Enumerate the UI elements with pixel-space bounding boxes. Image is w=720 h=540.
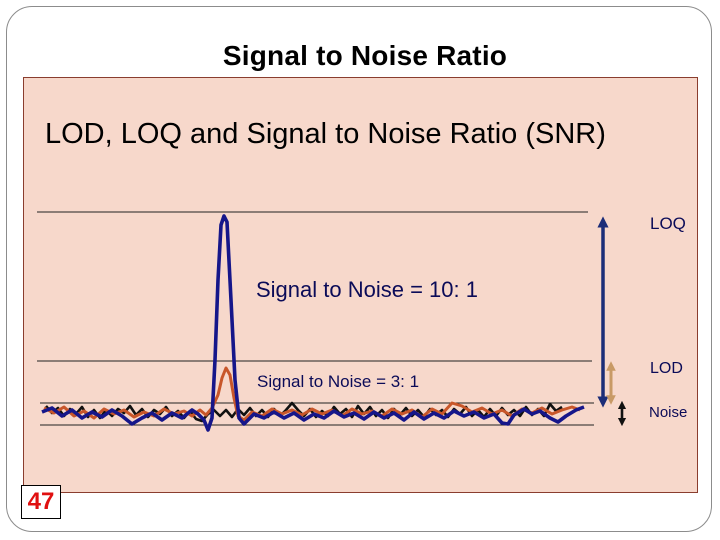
noise-label: Noise [649,404,688,421]
loq-label: LOQ [650,214,686,233]
lod-label: LOD [650,360,683,377]
signal-trace-blue [42,216,584,430]
slide-title: Signal to Noise Ratio [222,40,508,71]
snr-10-label: Signal to Noise = 10: 1 [256,277,478,302]
panel-heading: LOD, LOQ and Signal to Noise Ratio (SNR) [45,118,606,150]
page-number: 47 [21,485,61,519]
snr-3-label: Signal to Noise = 3: 1 [257,372,420,391]
